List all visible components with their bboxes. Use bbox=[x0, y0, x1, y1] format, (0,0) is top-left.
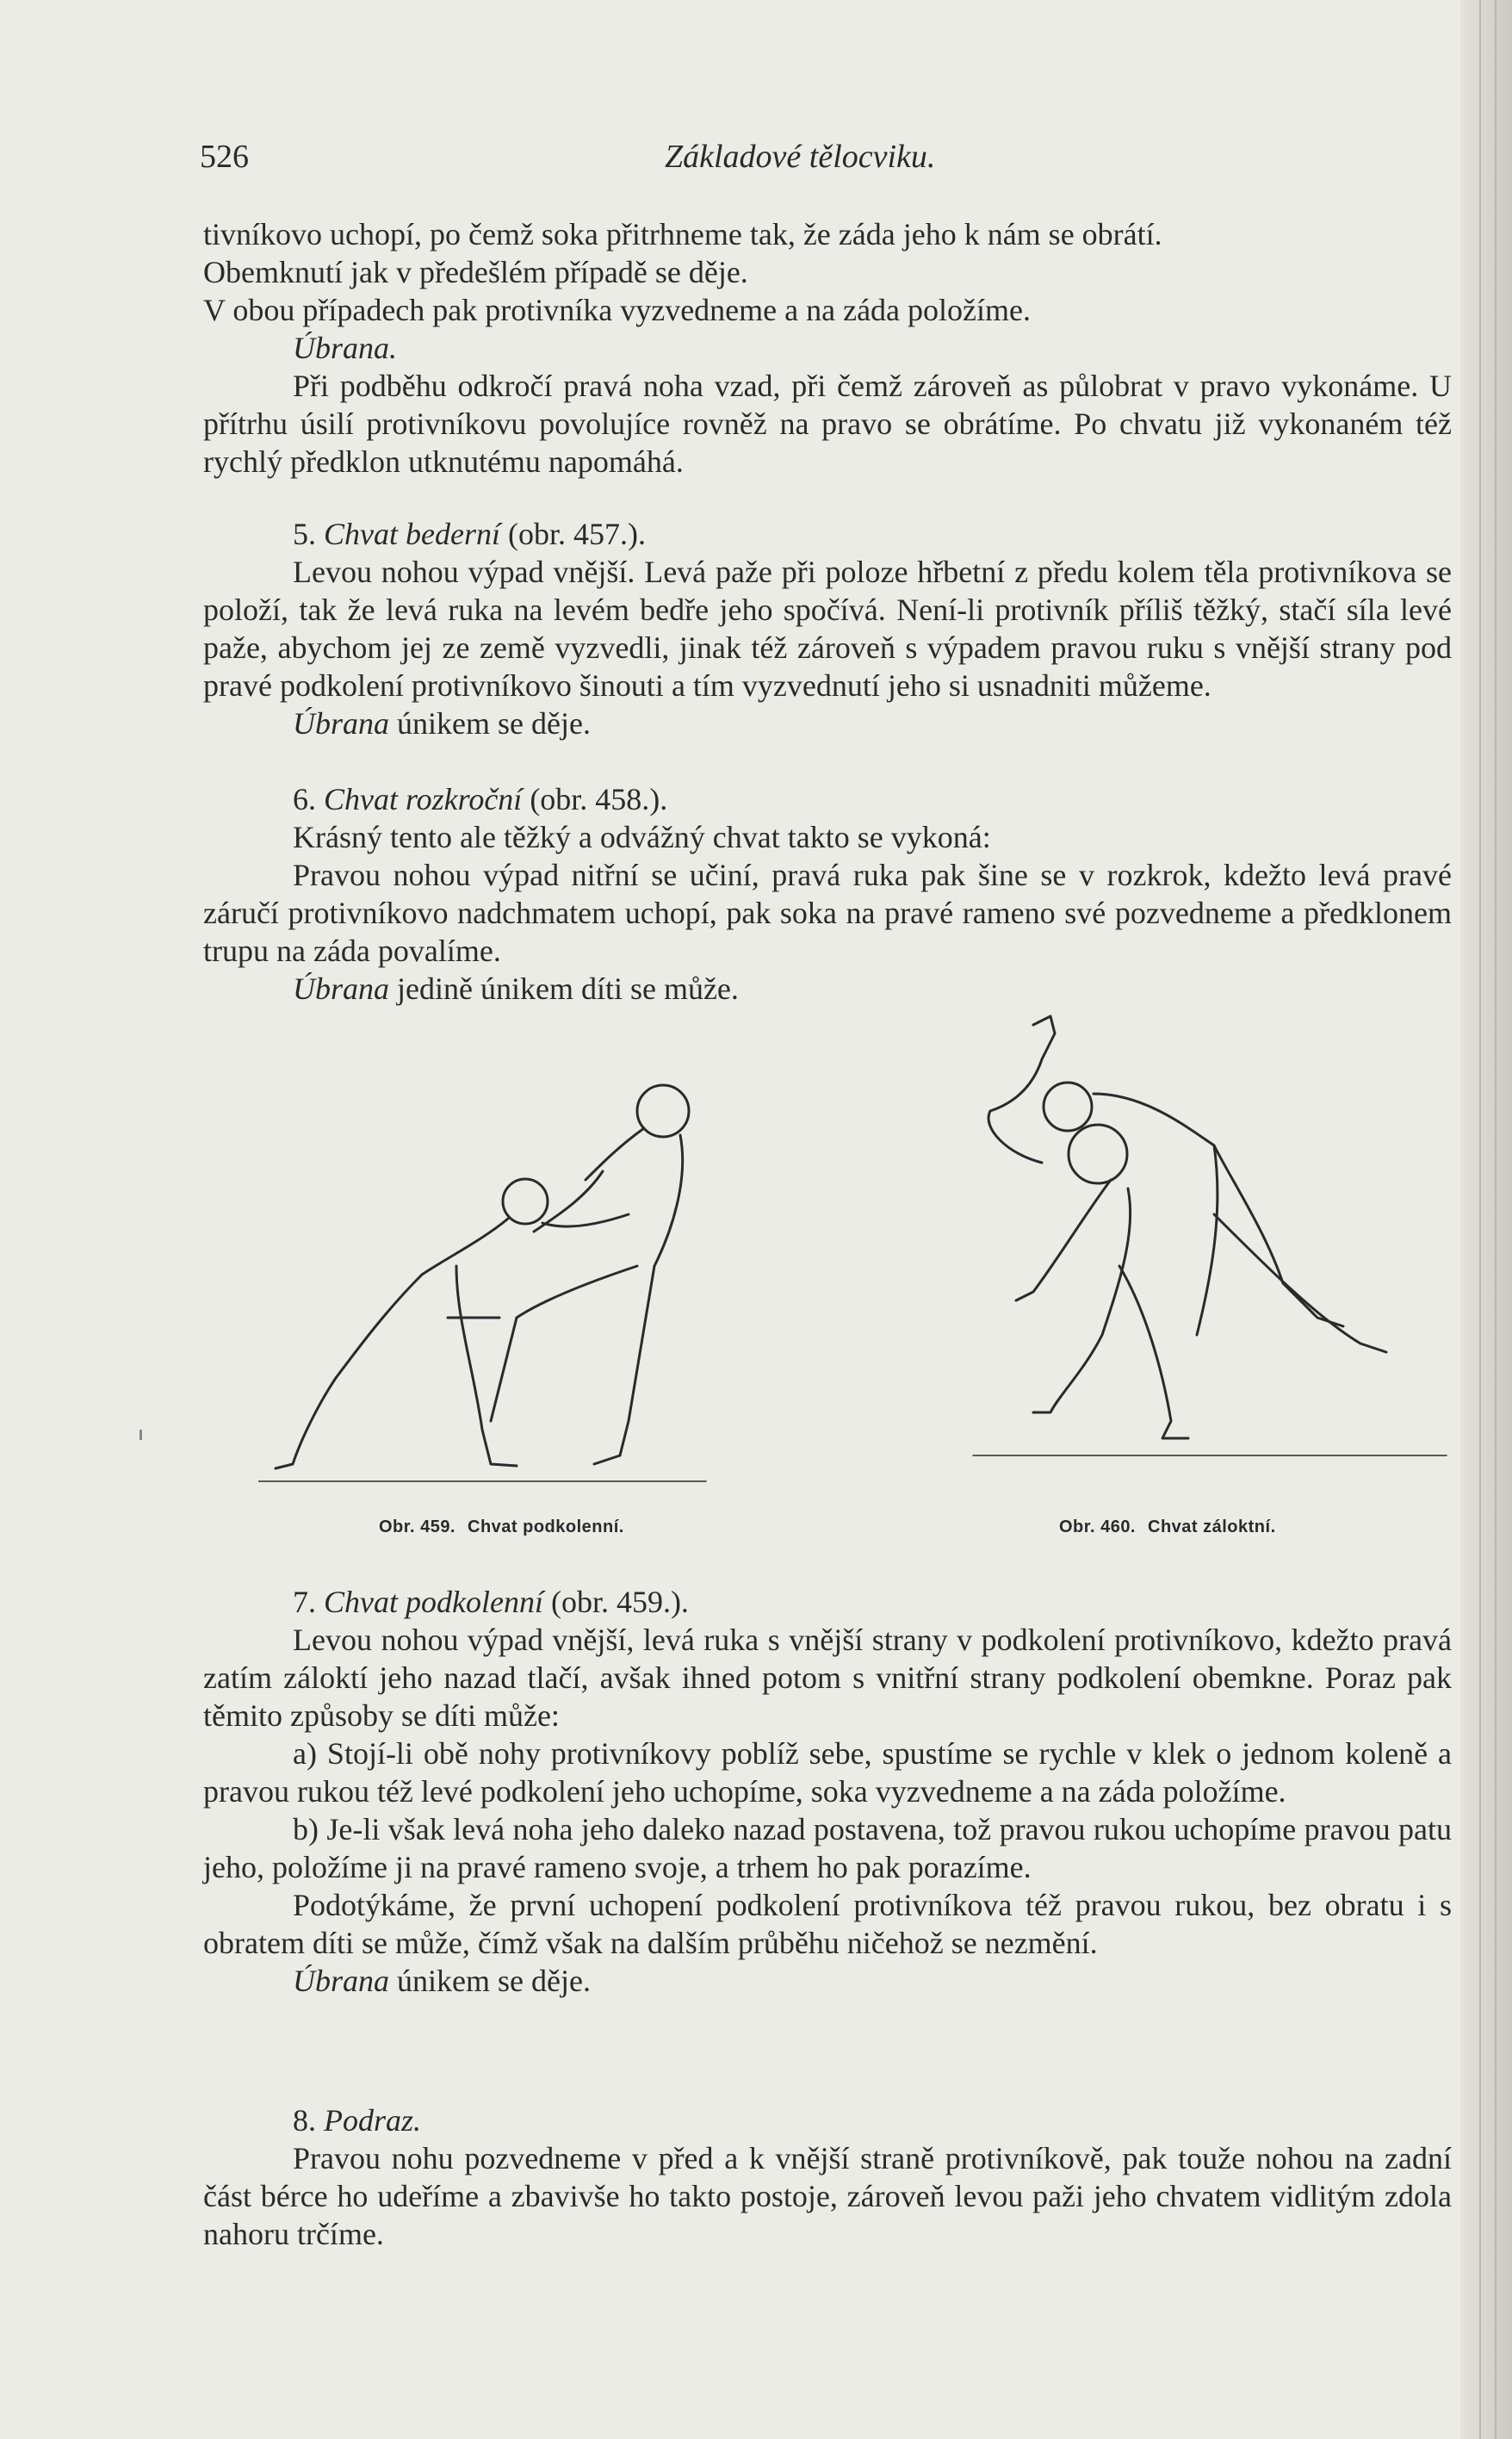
section-8 bbox=[203, 2101, 1452, 2253]
section-7 bbox=[203, 1583, 1452, 2000]
section-note: Podotýkáme, že první uchopení podkolení protivníkova též pravou rukou, bez obratu i s obratem díti se může, čímž však na dalším průběhu ničehož se nezmění. bbox=[203, 1888, 1452, 1960]
section-number: 5. bbox=[293, 517, 316, 551]
line: tivníkovo uchopí, po čemž soka přitrhneme tak, že záda jeho k nám se obrátí. bbox=[203, 217, 1162, 251]
defense-line bbox=[203, 704, 1452, 742]
defense-text: únikem se děje. bbox=[397, 706, 591, 741]
defense-text: jedině únikem díti se může. bbox=[397, 971, 739, 1006]
section-ref: (obr. 457.). bbox=[507, 517, 646, 551]
section-number: 8. bbox=[293, 2103, 316, 2138]
defense-line bbox=[203, 970, 1452, 1008]
section-heading bbox=[203, 515, 1452, 553]
defense-label: Úbrana bbox=[293, 1964, 390, 1998]
figure-number: Obr. 459. bbox=[379, 1517, 455, 1536]
figure-caption: Chvat záloktní. bbox=[1148, 1517, 1276, 1536]
defense-label: Úbrana bbox=[293, 706, 390, 741]
figure-460-caption bbox=[1059, 1517, 1288, 1537]
list-item: b) Je-li však levá noha jeho daleko nazad postavena, tož pravou rukou uchopíme pravou patu jeho, položíme ji na pravé rameno svoje, a trhem ho pak porazíme. bbox=[203, 1812, 1452, 1884]
section-heading bbox=[203, 780, 1452, 818]
section-title: Podraz. bbox=[324, 2103, 422, 2138]
paper-speck bbox=[139, 1430, 142, 1440]
section-ref: (obr. 458.). bbox=[530, 782, 668, 816]
section-title: Chvat rozkroční bbox=[324, 782, 523, 816]
section-5 bbox=[203, 515, 1452, 742]
figure-459-illustration bbox=[258, 1059, 741, 1507]
section-number: 6. bbox=[293, 782, 316, 816]
defense-heading bbox=[203, 329, 1452, 367]
defense-line bbox=[203, 1962, 1452, 2000]
line: V obou případech pak protivníka vyzvedneme a na záda položíme. bbox=[203, 293, 1031, 327]
figure-caption: Chvat podkolenní. bbox=[468, 1517, 624, 1536]
figure-460-illustration bbox=[956, 1008, 1455, 1481]
section-text: Pravou nohu pozvedneme v před a k vnější straně protivníkově, pak touže nohou na zadní část bérce ho udeříme a zbavivše ho takto postoje, zároveň levou paži jeho chvatem vidlitým zdola nahoru trčíme. bbox=[203, 2141, 1452, 2251]
top-section bbox=[203, 215, 1452, 481]
section-title: Chvat podkolenní bbox=[324, 1585, 543, 1619]
defense-label: Úbrana bbox=[293, 971, 390, 1006]
defense-label: Úbrana. bbox=[293, 331, 398, 365]
figure-number: Obr. 460. bbox=[1059, 1517, 1136, 1536]
running-head: Základové tělocviku. bbox=[665, 139, 936, 175]
defense-text: únikem se děje. bbox=[397, 1964, 591, 1998]
list-item: a) Stojí-li obě nohy protivníkovy poblíž sebe, spustíme se rychle v klek o jednom koleně a pravou rukou též levé podkolení jeho uchopíme, soka vyzvedneme a na záda položíme. bbox=[203, 1736, 1452, 1809]
page-edge bbox=[1460, 0, 1512, 2439]
section-text: Pravou nohou výpad nitřní se učiní, pravá ruka pak šine se v rozkrok, kdežto levá pravé záručí protivníkovo nadchmatem uchopí, pak soka na pravé rameno své pozvedneme a předklonem trupu na záda povalíme. bbox=[203, 858, 1452, 968]
section-text: Levou nohou výpad vnější. Levá paže při poloze hřbetní z předu kolem těla protivníkova se položí, tak že levá ruka na levém bedře jeho spočívá. Není-li protivník příliš těžký, stačí síla levé paže, abychom jej ze země vyzvedli, jinak též zároveň s výpadem pravou ruku s vnější strany pod pravé podkolení protivníkovo šinouti a tím vyzvednutí jeho si usnadniti můžeme. bbox=[203, 555, 1452, 703]
section-heading bbox=[203, 2101, 1452, 2139]
section-title: Chvat bederní bbox=[324, 517, 500, 551]
section-heading bbox=[203, 1583, 1452, 1621]
page-number: 526 bbox=[200, 139, 249, 175]
section-text: Levou nohou výpad vnější, levá ruka s vnější strany v podkolení protivníkovo, kdežto pravá zatím záloktí jeho nazad tlačí, avšak ihned potom s vnitřní strany podkolení obemkne. Poraz pak těmito způsoby se díti může: bbox=[203, 1623, 1452, 1733]
section-intro: Krásný tento ale těžký a odvážný chvat takto se vykoná: bbox=[293, 820, 991, 854]
page-header bbox=[200, 138, 1448, 181]
defense-text: Při podběhu odkročí pravá noha vzad, při čemž zároveň as půlobrat v pravo vykonáme. U přítrhu úsilí protivníkovu povolujíce rovněž na pravo se obrátíme. Po chvatu již vykonaném též rychlý předklon utknutému napomáhá. bbox=[203, 369, 1452, 479]
figure-459-caption bbox=[379, 1517, 636, 1537]
section-ref: (obr. 459.). bbox=[550, 1585, 689, 1619]
section-6 bbox=[203, 780, 1452, 1008]
section-number: 7. bbox=[293, 1585, 316, 1619]
line: Obemknutí jak v předešlém případě se děje. bbox=[203, 255, 748, 289]
